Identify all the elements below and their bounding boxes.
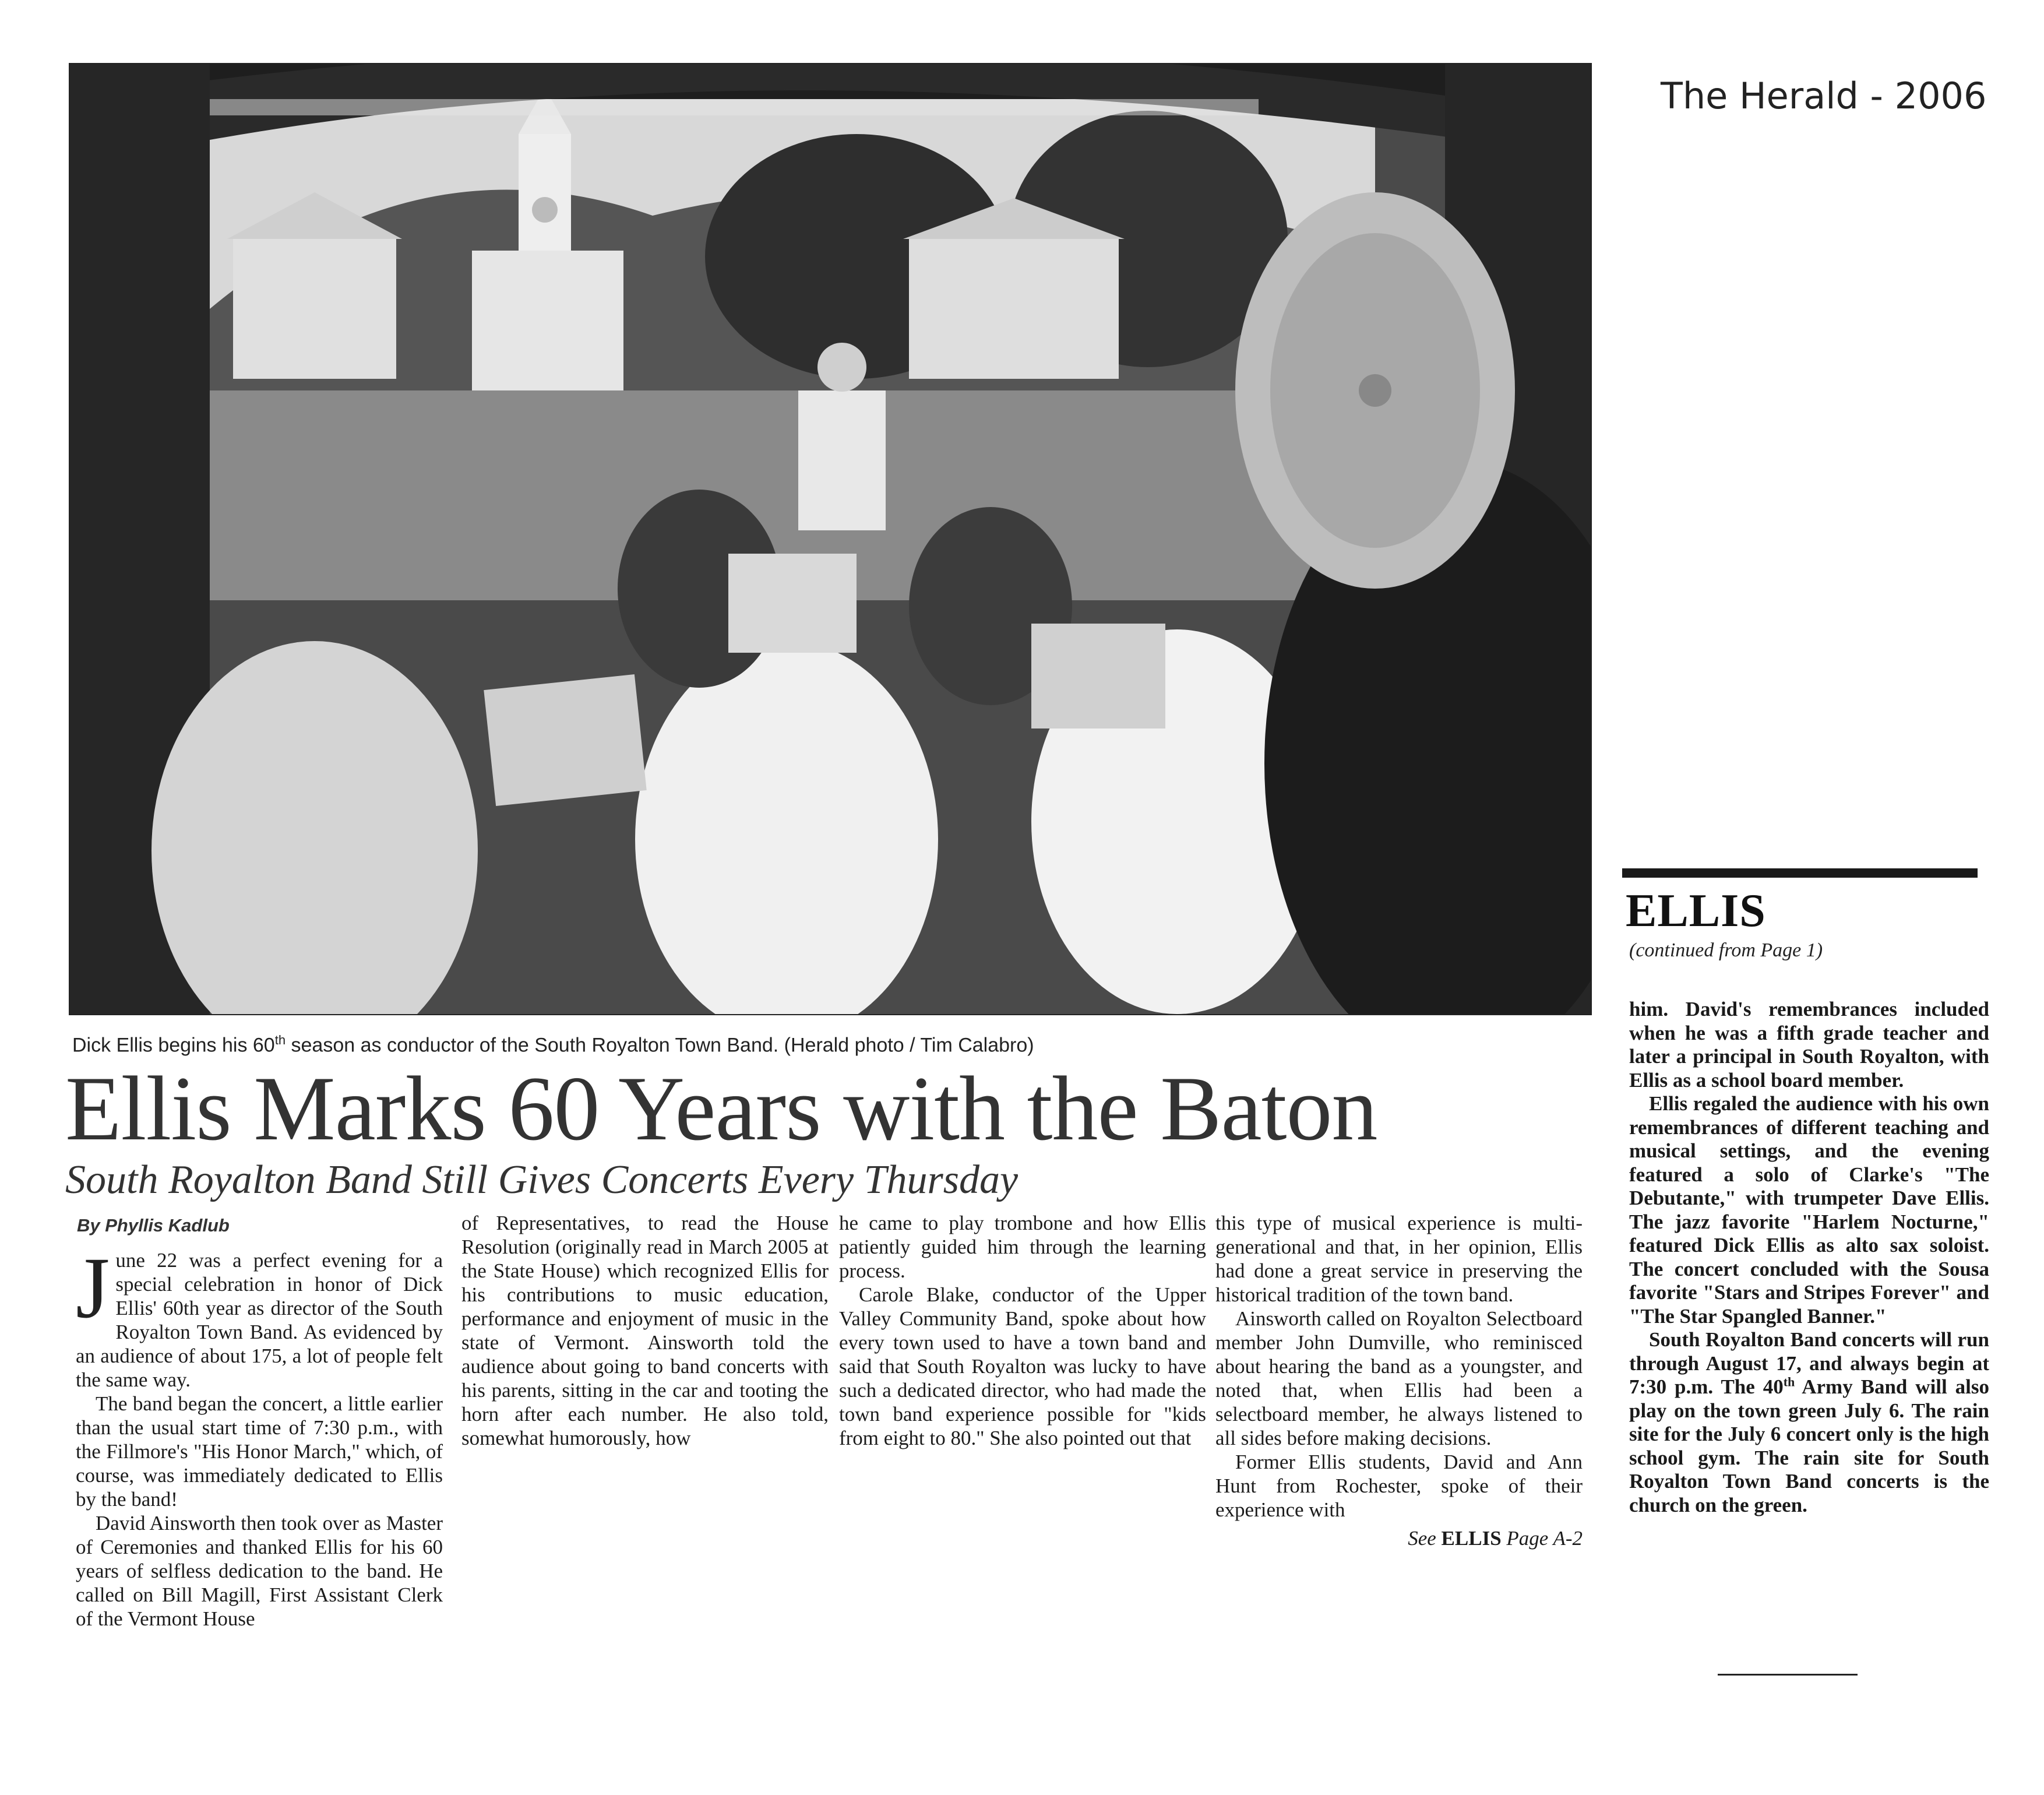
sidebar-rule xyxy=(1622,868,1978,878)
source-label: The Herald - 2006 xyxy=(1661,75,1987,117)
paragraph: this type of musical experience is multi-generational and that, in her opinion, Ellis had done a great service in preserving the historical tradition of the town band. xyxy=(1215,1212,1583,1306)
paragraph: Ellis regaled the audience with his own remembrances of different teaching and musical settings, and the evening featured a solo of Clarke's "The Debutante," with trumpeter Dave Ellis. The jazz favorite "Harlem Nocturne," featured Dick Ellis as alto sax soloist. The concert concluded with the Sousa favorite "Stars and Stripes Forever" and "The Star Spangled Banner." xyxy=(1629,1092,1989,1328)
sidebar-title: ELLIS xyxy=(1626,885,1766,937)
headline: Ellis Marks 60 Years with the Baton xyxy=(65,1058,1377,1160)
article-column-1 xyxy=(76,1240,443,1631)
paragraph: The band began the concert, a little earlier than the usual start time of 7:30 p.m., with the Fillmore's "His Honor March," which, of course, was immediately dedicated to Ellis by the band! xyxy=(76,1392,443,1511)
paragraph: of Representatives, to read the House Resolution (originally read in March 2005 at the State House) which recognized Ellis for his contributions to music education, performance and enjoyment of music in the state of Vermont. Ainsworth told the audience about going to band concerts with his parents, sitting in the car and tooting the horn after each number. He also told, somewhat humorously, how xyxy=(461,1212,829,1449)
paragraph: June 22 was a perfect evening for a special celebration in honor of Dick Ellis' 60th year as director of the South Royalton Town Band. As evidenced by an audience of about 175, a lot of people felt the same way. xyxy=(76,1240,443,1391)
drop-cap: J xyxy=(76,1240,110,1336)
article-column-4 xyxy=(1215,1211,1583,1550)
paragraph: he came to play trombone and how Ellis patiently guided him through the learning process. xyxy=(839,1212,1206,1282)
paragraph: him. David's remembrances included when he was a fifth grade teacher and later a principal in South Royalton, with Ellis as a school board member. xyxy=(1629,998,1989,1092)
paragraph: Carole Blake, conductor of the Upper Valley Community Band, spoke about how every town used to have a town band and said that South Royalton was lucky to have such a dedicated director, who had made the town band experience possible for "kids from eight to 80." She also pointed out that xyxy=(839,1283,1206,1449)
sidebar-column xyxy=(1629,998,1989,1517)
article-column-2 xyxy=(461,1211,829,1450)
band-photo xyxy=(69,63,1592,1015)
band-photo-illustration xyxy=(70,64,1591,1014)
byline: By Phyllis Kadlub xyxy=(77,1215,230,1236)
end-rule xyxy=(1718,1674,1858,1676)
subheadline: South Royalton Band Still Gives Concerts Every Thursday xyxy=(65,1157,1019,1202)
article-column-3 xyxy=(839,1211,1206,1450)
paragraph: David Ainsworth then took over as Master of Ceremonies and thanked Ellis for his 60 years of selfless dedication to the band. He called on Bill Magill, First Assistant Clerk of the Vermont House xyxy=(76,1512,443,1630)
paragraph: Ainsworth called on Royalton Selectboard member John Dumville, who reminisced about hearing the band as a youngster, and noted that, when Ellis had been a selectboard member, he always listened to all sides before making decisions. xyxy=(1215,1307,1583,1449)
continued-reference: See ELLIS Page A-2 xyxy=(1408,1527,1583,1550)
paragraph: Former Ellis students, David and Ann Hunt from Rochester, spoke of their experience with xyxy=(1215,1451,1583,1521)
paragraph: South Royalton Band concerts will run through August 17, and always begin at 7:30 p.m. The 40th Army Band will also play on the town green July 6. The rain site for the July 6 concert only is the high school gym. The rain site for South Royalton Town Band concerts is the church on the green. xyxy=(1629,1328,1989,1516)
sidebar-subtitle: (continued from Page 1) xyxy=(1629,939,1823,961)
photo-caption: Dick Ellis begins his 60th season as conductor of the South Royalton Town Band. (Herald photo / Tim Calabro) xyxy=(72,1033,1034,1057)
